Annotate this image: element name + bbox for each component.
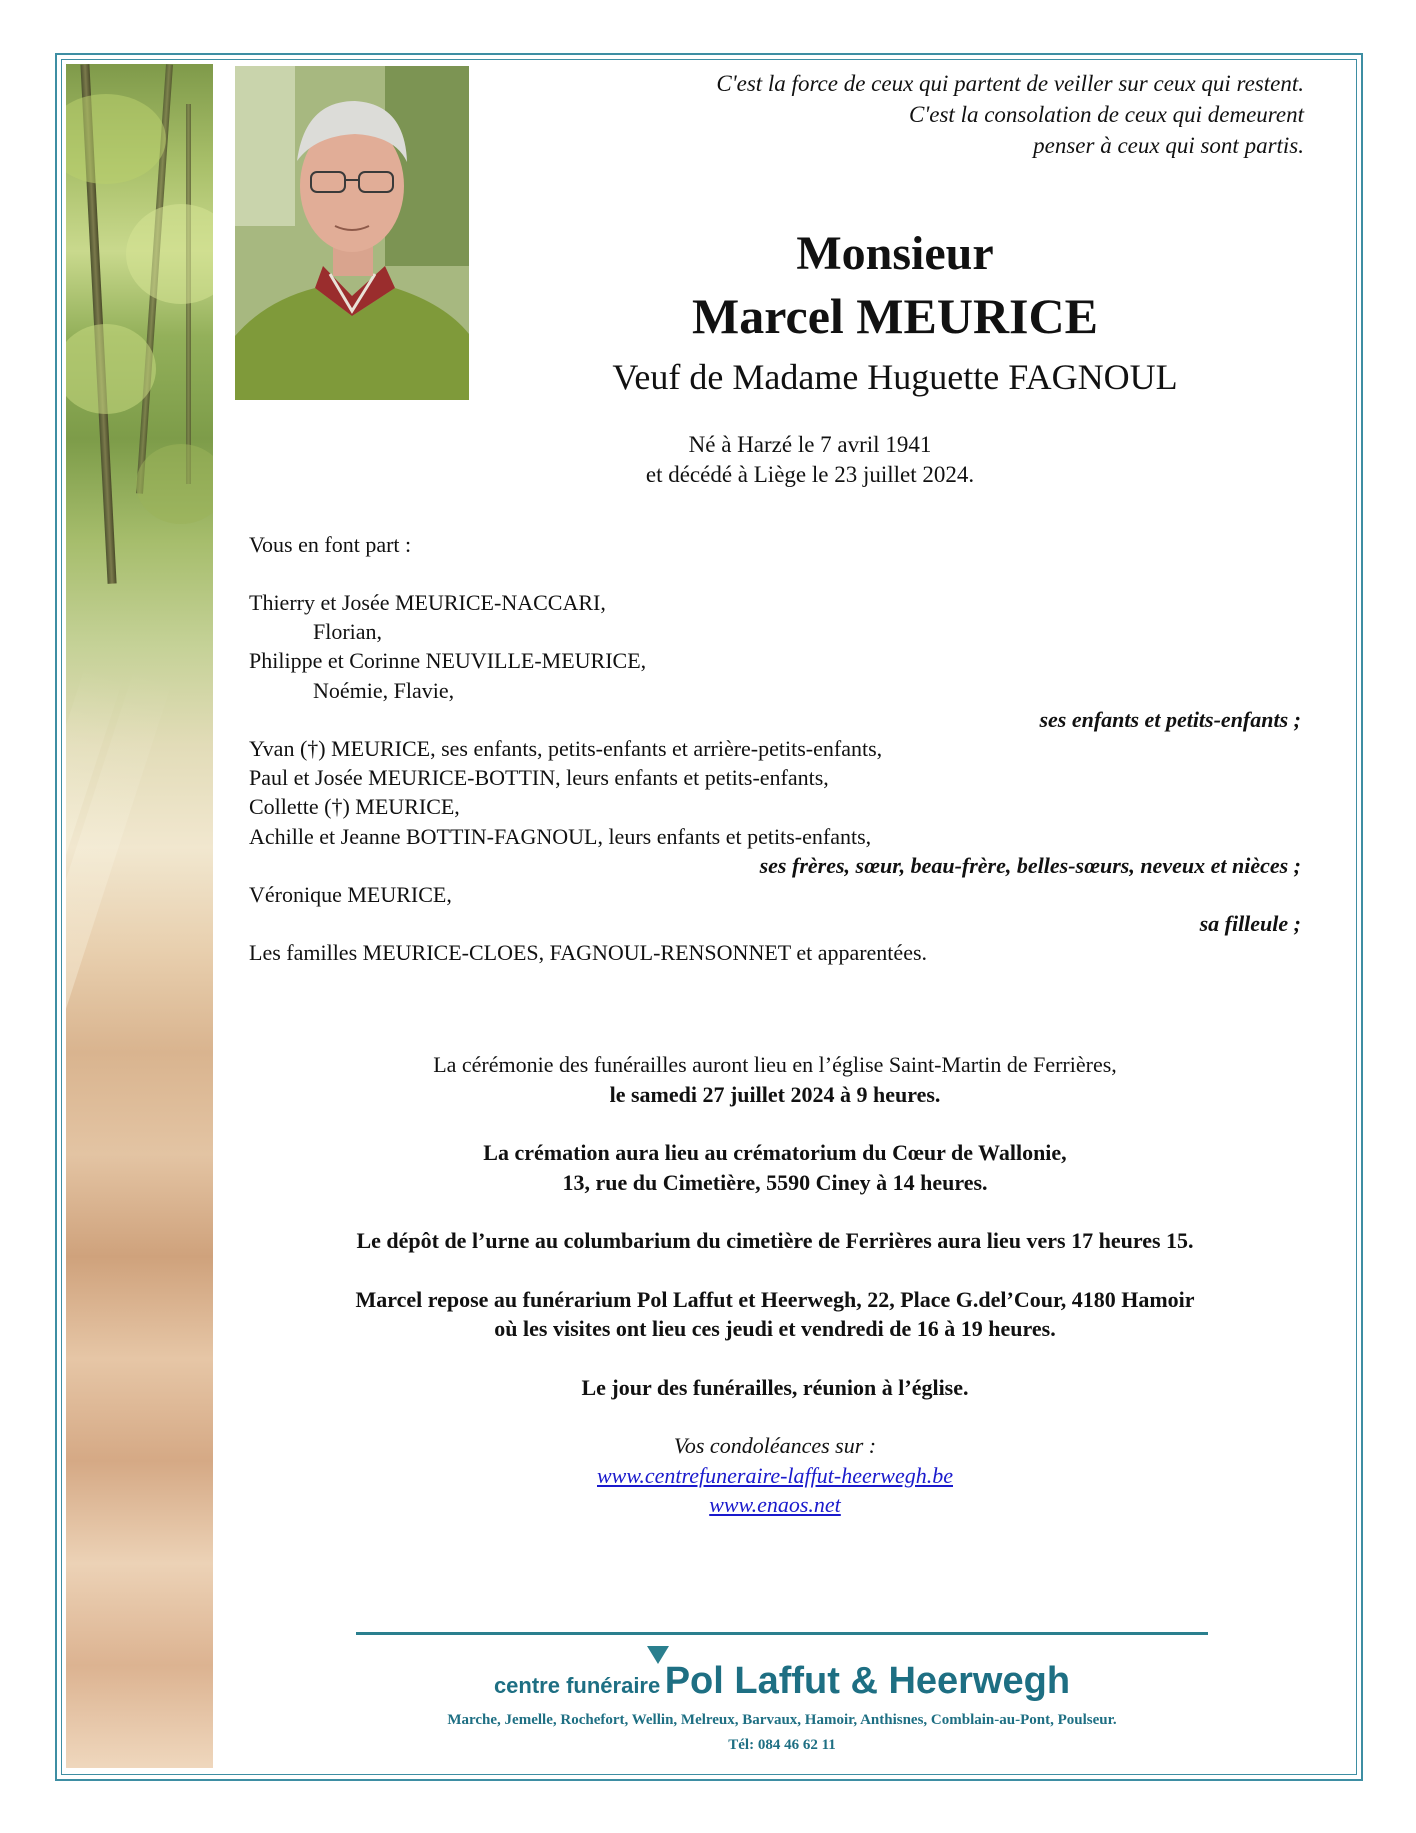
visits-line: où les visites ont lieu ces jeudi et vendredi de 16 à 19 heures. [494,1316,1056,1341]
ceremony-line: La cérémonie des funérailles auront lieu en l’église Saint-Martin de Ferrières, [433,1052,1117,1077]
family-line: Noémie, Flavie, [313,677,455,703]
family-line: Achille et Jeanne BOTTIN-FAGNOUL, leurs enfants et petits-enfants, [249,823,872,849]
epigraph-quote [584,68,1304,161]
relation-line: ses enfants et petits-enfants ; [1039,706,1301,732]
family-line: Philippe et Corinne NEUVILLE-MEURICE, [249,648,647,674]
family-line: Florian, [313,619,383,645]
enaos-link[interactable]: www.enaos.net [709,1492,841,1517]
birth-death-dates [520,430,1100,490]
deceased-portrait [235,66,469,400]
ceremony-details [260,1050,1290,1520]
announce-line: Vous en font part : [249,532,412,557]
honorific-title: Monsieur [796,227,994,280]
cremation-line: La crémation aura lieu au crématorium du Cœur de Wallonie, [483,1140,1067,1165]
relation-line: sa filleule ; [1199,911,1301,937]
footer-phone: Tél: 084 46 62 11 [728,1737,836,1753]
spouse-line: Veuf de Madame Huguette FAGNOUL [612,357,1178,397]
ceremony-date: le samedi 27 juillet 2024 à 9 heures. [609,1081,941,1107]
family-line: Yvan (†) MEURICE, ses enfants, petits-enfants et arrière-petits-enfants, [249,735,883,761]
deceased-name: Marcel MEURICE [692,288,1098,344]
urn-line: Le dépôt de l’urne au columbarium du cimetière de Ferrières aura lieu vers 17 heures 15. [356,1228,1194,1253]
logo-subtitle: centre funéraire [493,1673,661,1698]
family-line: Thierry et Josée MEURICE-NACCARI, [249,590,606,615]
gathering-line: Le jour des funérailles, réunion à l’église. [581,1374,969,1400]
birth-line: Né à Harzé le 7 avril 1941 [688,432,932,457]
funeral-home-link[interactable]: www.centrefuneraire-laffut-heerwegh.be [597,1462,953,1488]
footer-towns: Marche, Jemelle, Rochefort, Wellin, Melreux, Barvaux, Hamoir, Anthisnes, Comblain-au-Pont, Poulseur. [447,1712,1117,1728]
logo-brand: Pol Laffut & Heerwegh [664,1660,1071,1702]
family-line: Véronique MEURICE, [249,881,452,907]
relation-line: ses frères, sœur, beau-frère, belles-sœurs, neveux et nièces ; [759,852,1301,878]
funerarium-line: Marcel repose au funérarium Pol Laffut et Heerwegh, 22, Place G.del’Cour, 4180 Hamoir [355,1286,1195,1312]
quote-line: C'est la consolation de ceux qui demeurent [909,102,1304,127]
family-list [249,588,1301,967]
condolences-label: Vos condoléances sur : [673,1433,877,1458]
funeral-home-logo [356,1660,1208,1703]
quote-line: penser à ceux qui sont partis. [1033,133,1304,158]
family-line: Paul et Josée MEURICE-BOTTIN, leurs enfants et petits-enfants, [249,765,829,791]
cremation-address: 13, rue du Cimetière, 5590 Ciney à 14 heures. [562,1169,988,1195]
family-line: Les familles MEURICE-CLOES, FAGNOUL-RENSONNET et apparentées. [249,940,928,966]
family-line: Collette (†) MEURICE, [249,794,460,820]
death-line: et décédé à Liège le 23 juillet 2024. [645,462,975,487]
quote-line: C'est la force de ceux qui partent de veiller sur ceux qui restent. [716,71,1304,96]
forest-path-decoration [66,64,213,1768]
footer-divider [356,1632,1208,1635]
